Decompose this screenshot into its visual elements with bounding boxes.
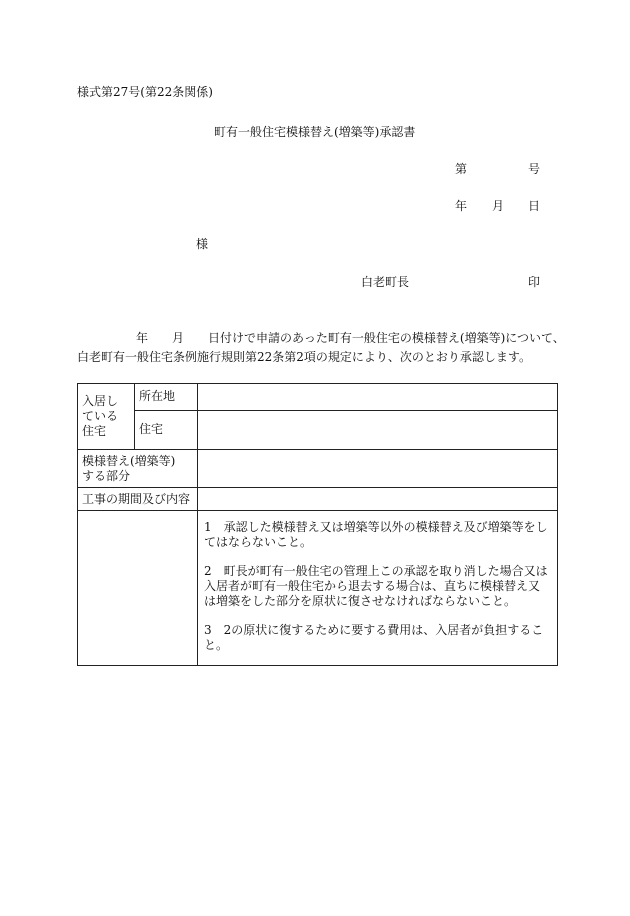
table-row	[78, 488, 558, 511]
body-line2-text: 白老町有一般住宅条例施行規則第22条第2項の規定により、次のとおり承認します。	[77, 350, 531, 364]
body-year: 年	[136, 331, 149, 345]
house-value[interactable]	[198, 411, 558, 450]
conditions-cell	[198, 511, 558, 666]
body-month: 月	[172, 331, 185, 345]
addressee-sama: 様	[196, 237, 209, 251]
form-number: 様式第27号(第22条関係)	[77, 85, 213, 99]
approval-table	[77, 383, 558, 666]
document-title: 町有一般住宅模様替え(増築等)承認書	[214, 125, 416, 139]
condition-item: 1 承認した模様替え又は増築等以外の模様替え及び増築等をしてはならないこと。	[204, 520, 548, 549]
body-line1-text: 日付けで申請のあった町有一般住宅の模様替え(増築等)について、	[208, 331, 565, 345]
remodel-value[interactable]	[198, 450, 558, 488]
period-label: 工事の期間及び内容	[78, 488, 198, 511]
date-year: 年	[455, 199, 468, 213]
house-label: 住宅	[135, 411, 198, 450]
remodel-label: 模様替え(増築等)する部分	[78, 450, 198, 488]
table-row	[78, 511, 558, 666]
conditions-blank-cell	[78, 511, 198, 666]
residence-label: 入居している住宅	[78, 384, 135, 450]
table-row	[78, 384, 558, 411]
seal-mark: 印	[528, 275, 541, 289]
location-value[interactable]	[198, 384, 558, 411]
condition-item: 2 町長が町有一般住宅の管理上この承認を取り消した場合又は入居者が町有一般住宅から退去する場合は、直ちに模様替え又は増築をした部分を原状に復させなければならないこと。	[204, 564, 548, 608]
ref-dai: 第	[455, 162, 468, 176]
location-label: 所在地	[135, 384, 198, 411]
issuer-name: 白老町長	[361, 275, 410, 289]
date-month: 月	[492, 199, 505, 213]
date-day: 日	[528, 199, 541, 213]
period-value[interactable]	[198, 488, 558, 511]
table-row	[78, 450, 558, 488]
table-row	[78, 411, 558, 450]
ref-go: 号	[528, 162, 541, 176]
condition-item: 3 2の原状に復するために要する費用は、入居者が負担すること。	[204, 623, 544, 652]
